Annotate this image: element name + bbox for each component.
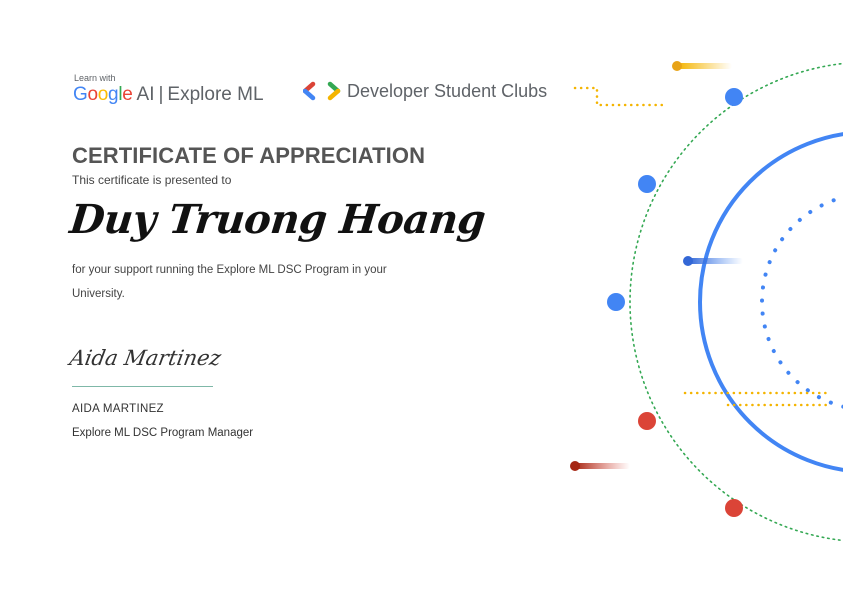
blue-planet: [638, 175, 656, 193]
google-ai-explore-ml-logo: [73, 84, 264, 106]
blue-planet: [725, 88, 743, 106]
blue-dotted-ring: [762, 194, 843, 410]
blue-comet-head: [683, 256, 693, 266]
signature: Aida Martinez: [67, 346, 223, 370]
ai-label: AI: [136, 84, 155, 105]
google-wordmark: [73, 84, 133, 106]
signer-role: Explore ML DSC Program Manager: [72, 427, 254, 439]
signature-line: [72, 386, 213, 387]
certificate-title: CERTIFICATE OF APPRECIATION: [72, 143, 426, 168]
blue-planet: [607, 293, 625, 311]
red-comet-head: [570, 461, 580, 471]
recipient-name: Duy Truong Hoang: [67, 196, 488, 243]
signer-name: AIDA MARTINEZ: [72, 403, 164, 415]
google-letter: e: [122, 84, 133, 105]
google-letter: G: [73, 84, 88, 105]
explore-ml-label: Explore ML: [167, 84, 264, 105]
red-comet-tail: [575, 463, 630, 469]
google-letter: o: [97, 84, 109, 105]
google-letter: g: [108, 84, 119, 105]
yellow-dotted-line: [575, 88, 663, 105]
presented-line: This certificate is presented to: [72, 173, 232, 187]
learn-with-label: Learn with: [74, 73, 116, 83]
red-planet: [638, 412, 656, 430]
dsc-name: Developer Student Clubs: [347, 81, 548, 101]
yellow-comet-tail: [677, 63, 732, 69]
google-letter: l: [118, 84, 123, 105]
blue-comet-tail: [688, 258, 743, 264]
green-dotted-orbit: [630, 62, 843, 542]
blue-arc: [700, 132, 843, 472]
red-planet: [725, 499, 743, 517]
certificate-description: for your support running the Explore ML DSC Program in your University.: [72, 264, 387, 300]
dsc-brackets-icon: [303, 81, 341, 101]
logo-separator: |: [158, 84, 164, 105]
yellow-comet-head: [672, 61, 682, 71]
google-letter: o: [87, 84, 98, 105]
